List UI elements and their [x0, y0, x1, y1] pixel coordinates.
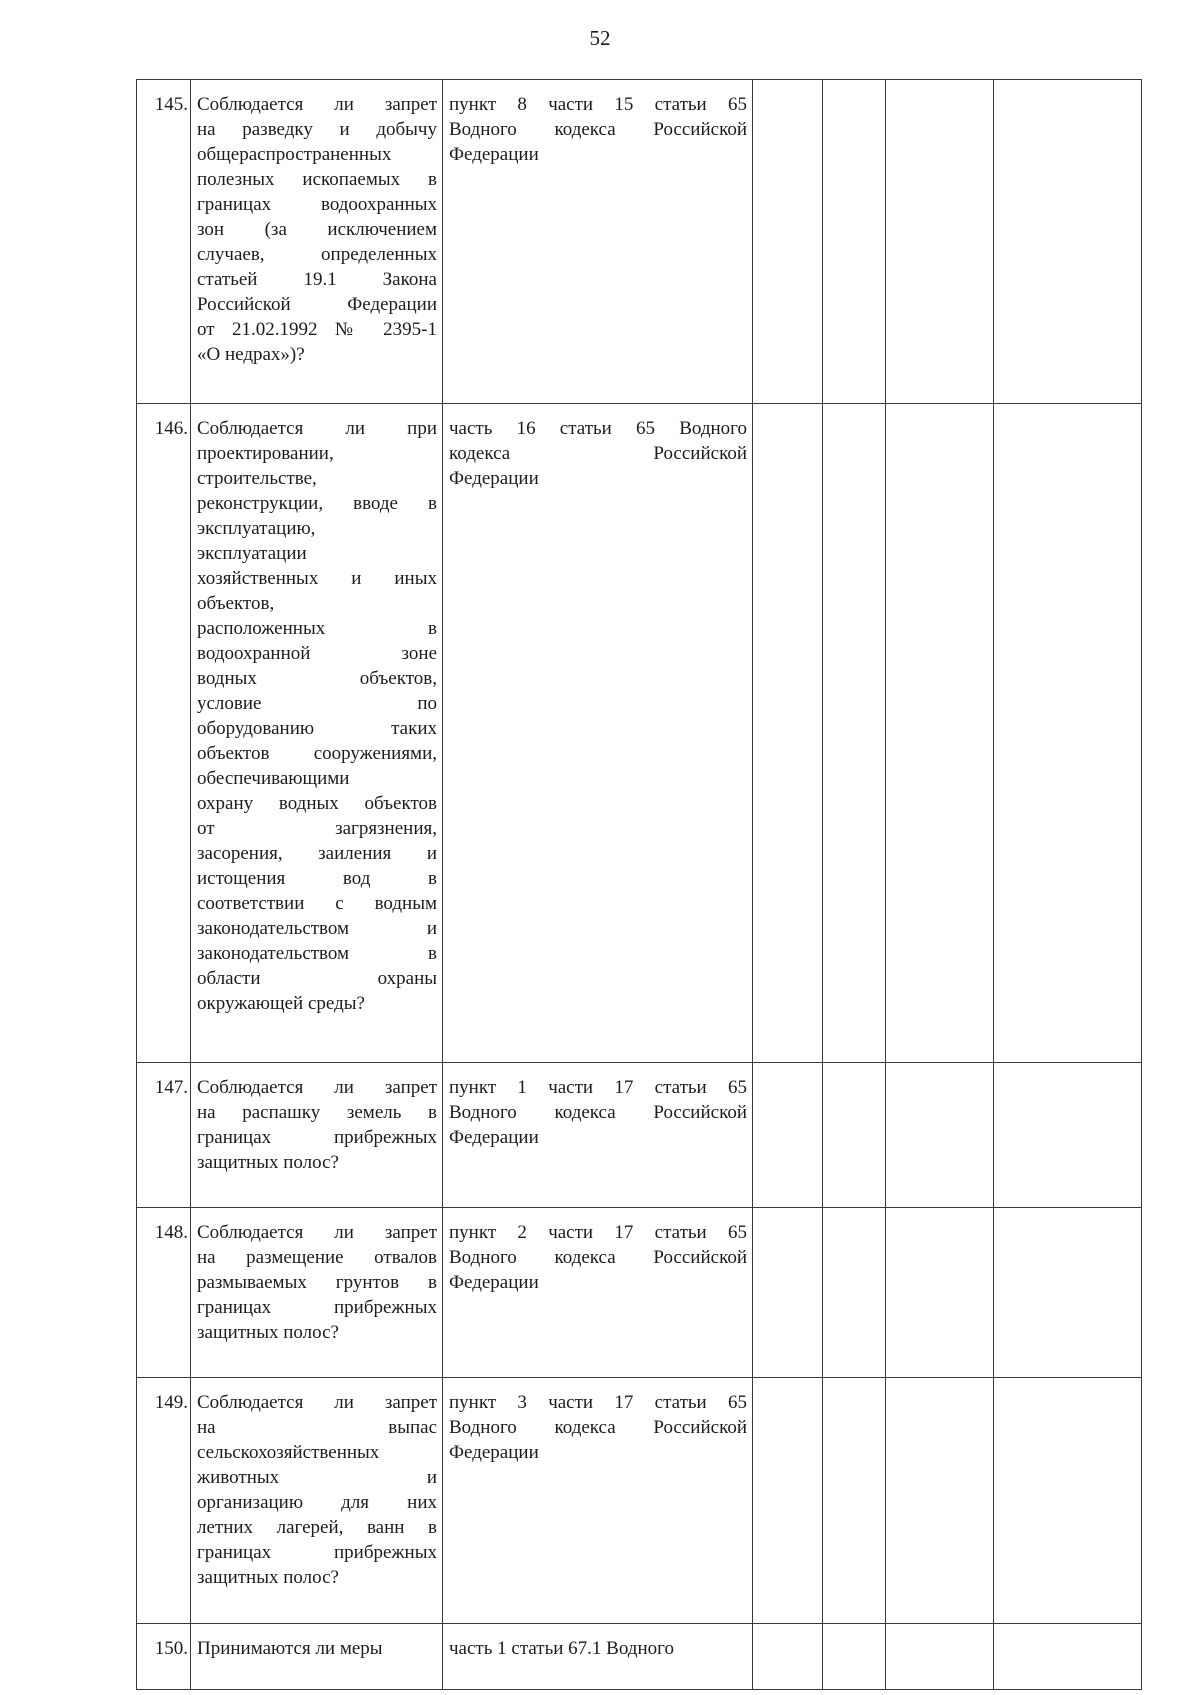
text-line: границах прибрежных — [197, 1542, 437, 1563]
row-number: 147. — [137, 1063, 191, 1208]
text-line: защитных полос? — [197, 1322, 339, 1343]
text-line: организацию для них — [197, 1492, 437, 1513]
text-line: Соблюдается ли запрет — [197, 1077, 437, 1098]
answer-yes-cell — [753, 1063, 823, 1208]
text-line: полезных ископаемых в — [197, 169, 437, 190]
text-line: Соблюдается ли запрет — [197, 1392, 437, 1413]
text-line: на выпас — [197, 1417, 437, 1438]
legal-reference — [443, 1378, 753, 1624]
answer-no-cell — [823, 1378, 886, 1624]
text-line: зон (за исключением — [197, 219, 437, 240]
text-line: охрану водных объектов — [197, 793, 437, 814]
text-line: Российской Федерации — [197, 294, 437, 315]
answer-na-cell — [886, 80, 994, 404]
text-line: окружающей среды? — [197, 993, 365, 1014]
text-line: области охраны — [197, 968, 437, 989]
text-line: на размещение отвалов — [197, 1247, 437, 1268]
text-line: общераспространенных — [197, 144, 392, 165]
answer-na-cell — [886, 1624, 994, 1690]
requirement-question — [191, 1624, 443, 1690]
text-line: «О недрах»)? — [197, 344, 305, 365]
text-line: строительстве, — [197, 468, 317, 489]
text-line: границах водоохранных — [197, 194, 437, 215]
requirement-question — [191, 80, 443, 404]
answer-no-cell — [823, 404, 886, 1063]
answer-yes-cell — [753, 404, 823, 1063]
legal-reference — [443, 1208, 753, 1378]
text-line: Соблюдается ли при — [197, 418, 437, 439]
text-line: водных объектов, — [197, 668, 437, 689]
text-line: проектировании, — [197, 443, 334, 464]
text-line: законодательством в — [197, 943, 437, 964]
note-cell — [994, 404, 1142, 1063]
table-row — [137, 404, 1142, 1063]
requirement-question — [191, 404, 443, 1063]
text-line: защитных полос? — [197, 1152, 339, 1173]
requirement-question — [191, 1063, 443, 1208]
answer-yes-cell — [753, 1208, 823, 1378]
text-line: Соблюдается ли запрет — [197, 1222, 437, 1243]
text-line: эксплуатацию, — [197, 518, 316, 539]
requirement-question — [191, 1378, 443, 1624]
text-line: размываемых грунтов в — [197, 1272, 437, 1293]
answer-no-cell — [823, 1624, 886, 1690]
text-line: оборудованию таких — [197, 718, 437, 739]
table-row — [137, 1063, 1142, 1208]
page-number: 52 — [589, 26, 611, 50]
text-line: хозяйственных и иных — [197, 568, 437, 589]
text-line: Федерации — [449, 1442, 539, 1463]
legal-reference — [443, 80, 753, 404]
answer-na-cell — [886, 404, 994, 1063]
answer-na-cell — [886, 1378, 994, 1624]
text-line: обеспечивающими — [197, 768, 350, 789]
answer-na-cell — [886, 1208, 994, 1378]
table-row — [137, 1208, 1142, 1378]
text-line: часть 16 статьи 65 Водного — [449, 418, 747, 439]
table-row — [137, 80, 1142, 404]
answer-no-cell — [823, 80, 886, 404]
row-number: 146. — [137, 404, 191, 1063]
legal-reference — [443, 1624, 753, 1690]
text-line: часть 1 статьи 67.1 Водного — [449, 1638, 674, 1659]
text-line: на распашку земель в — [197, 1102, 437, 1123]
text-line: Федерации — [449, 1127, 539, 1148]
text-line: Водного кодекса Российской — [449, 1102, 747, 1123]
text-line: Федерации — [449, 1272, 539, 1293]
text-line: Водного кодекса Российской — [449, 119, 747, 140]
text-line: соответствии с водным — [197, 893, 437, 914]
row-number: 150. — [137, 1624, 191, 1690]
legal-reference — [443, 404, 753, 1063]
text-line: пункт 1 части 17 статьи 65 — [449, 1077, 747, 1098]
text-line: кодекса Российской — [449, 443, 747, 464]
text-line: случаев, определенных — [197, 244, 437, 265]
text-line: границах прибрежных — [197, 1127, 437, 1148]
note-cell — [994, 1624, 1142, 1690]
text-line: Водного кодекса Российской — [449, 1247, 747, 1268]
answer-yes-cell — [753, 1624, 823, 1690]
text-line: защитных полос? — [197, 1567, 339, 1588]
text-line: пункт 3 части 17 статьи 65 — [449, 1392, 747, 1413]
text-line: пункт 2 части 17 статьи 65 — [449, 1222, 747, 1243]
table-row — [137, 1378, 1142, 1624]
text-line: Соблюдается ли запрет — [197, 94, 437, 115]
text-line: от загрязнения, — [197, 818, 437, 839]
text-line: животных и — [197, 1467, 437, 1488]
text-line: расположенных в — [197, 618, 437, 639]
row-number: 145. — [137, 80, 191, 404]
note-cell — [994, 1378, 1142, 1624]
text-line: объектов сооружениями, — [197, 743, 437, 764]
text-line: истощения вод в — [197, 868, 437, 889]
text-line: реконструкции, вводе в — [197, 493, 437, 514]
note-cell — [994, 1063, 1142, 1208]
text-line: статьей 19.1 Закона — [197, 269, 437, 290]
legal-reference — [443, 1063, 753, 1208]
text-line: водоохранной зоне — [197, 643, 437, 664]
row-number: 149. — [137, 1378, 191, 1624]
requirement-question — [191, 1208, 443, 1378]
text-line: объектов, — [197, 593, 275, 614]
text-line: от 21.02.1992 № 2395-1 — [197, 319, 437, 340]
note-cell — [994, 1208, 1142, 1378]
row-number: 148. — [137, 1208, 191, 1378]
table-row — [137, 1624, 1142, 1690]
answer-no-cell — [823, 1063, 886, 1208]
text-line: законодательством и — [197, 918, 437, 939]
text-line: сельскохозяйственных — [197, 1442, 380, 1463]
note-cell — [994, 80, 1142, 404]
text-line: условие по — [197, 693, 437, 714]
text-line: на разведку и добычу — [197, 119, 437, 140]
checklist-table — [136, 79, 1142, 1690]
text-line: пункт 8 части 15 статьи 65 — [449, 94, 747, 115]
text-line: Принимаются ли меры — [197, 1638, 383, 1659]
text-line: эксплуатации — [197, 543, 307, 564]
text-line: Федерации — [449, 144, 539, 165]
text-line: границах прибрежных — [197, 1297, 437, 1318]
text-line: Федерации — [449, 468, 539, 489]
text-line: летних лагерей, ванн в — [197, 1517, 437, 1538]
answer-na-cell — [886, 1063, 994, 1208]
answer-yes-cell — [753, 1378, 823, 1624]
answer-no-cell — [823, 1208, 886, 1378]
text-line: Водного кодекса Российской — [449, 1417, 747, 1438]
answer-yes-cell — [753, 80, 823, 404]
text-line: засорения, заиления и — [197, 843, 437, 864]
